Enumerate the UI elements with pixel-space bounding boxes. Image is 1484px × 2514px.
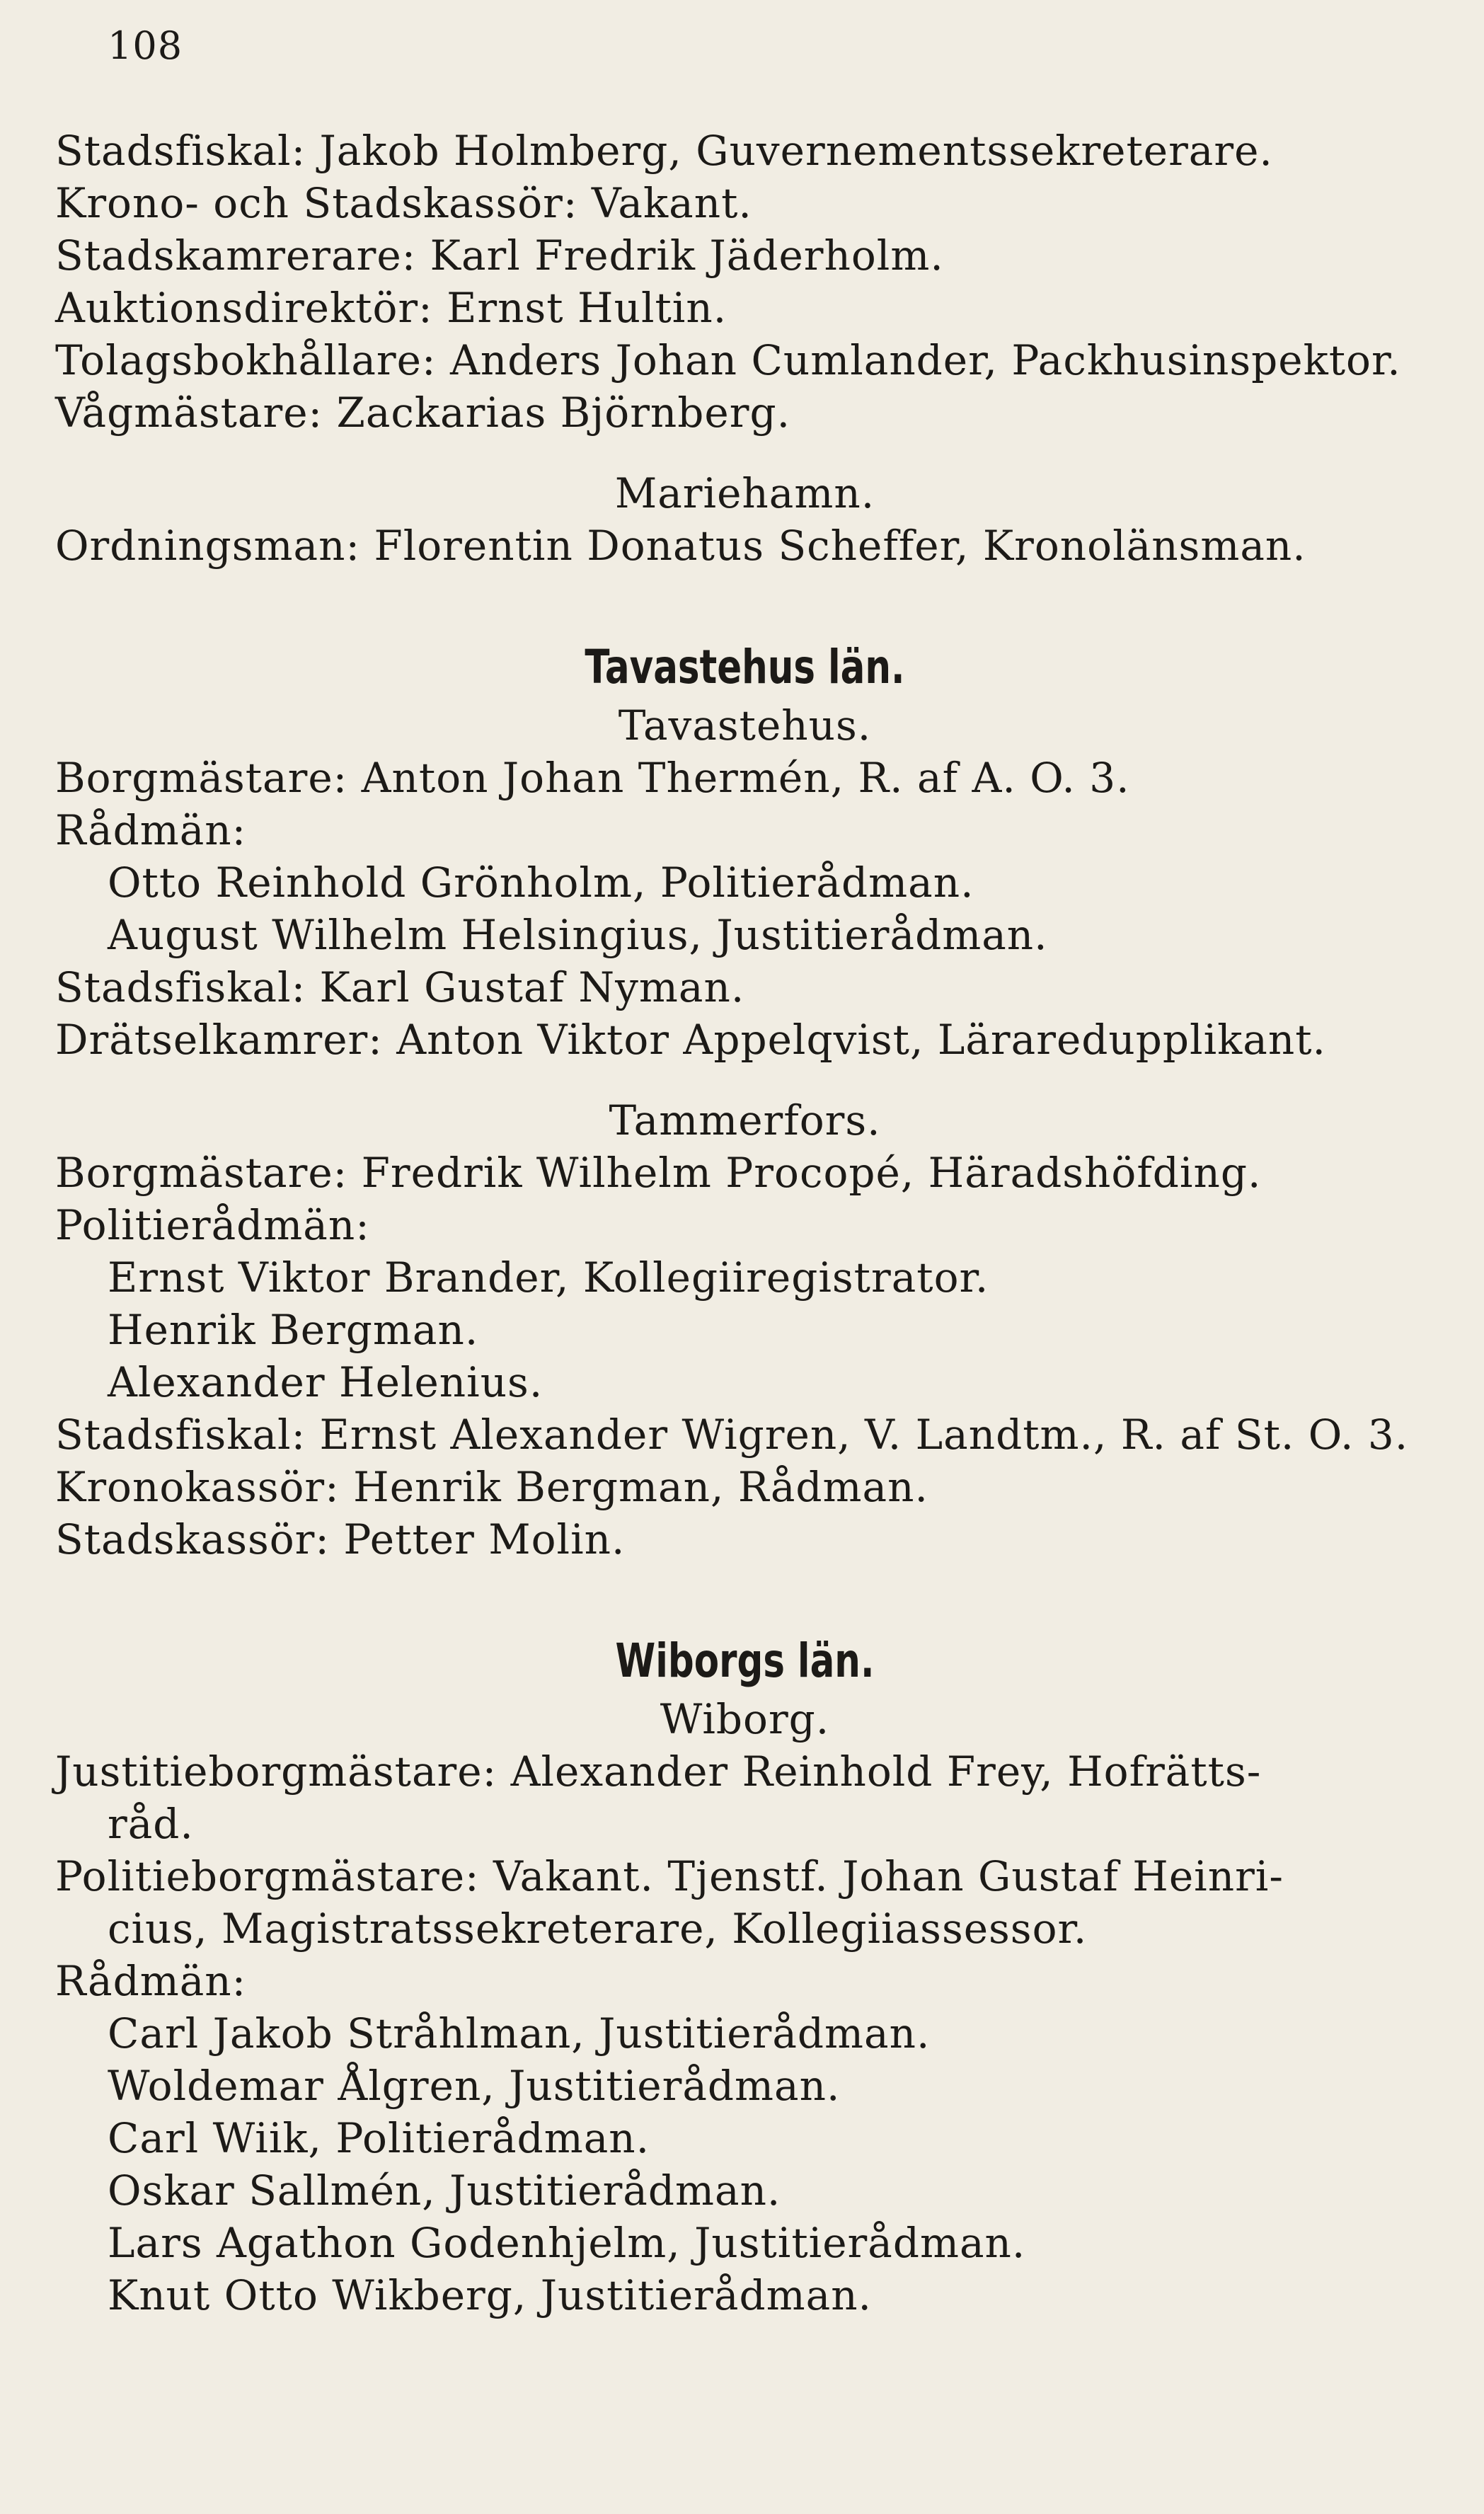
text-line: Tolagsbokhållare: Anders Johan Cumlander, Packhusinspektor. <box>55 336 1401 384</box>
text-line: Ordningsman: Florentin Donatus Scheffer, Kronolänsman. <box>55 522 1306 570</box>
list-item: Knut Otto Wikberg, Justitierådman. <box>108 2271 872 2319</box>
text-line: Borgmästare: Anton Johan Thermén, R. af A. O. 3. <box>55 754 1130 802</box>
first-block <box>55 125 1434 439</box>
text-line: Rådmän: <box>55 806 247 854</box>
text-line-continuation: cius, Magistratssekreterare, Kollegiiassessor. <box>108 1905 1088 1953</box>
list-item: Otto Reinhold Grönholm, Politierådman. <box>108 859 974 907</box>
section-heading-wiborgs-lan: Wiborgs län. <box>615 1634 875 1688</box>
text-line-continuation: råd. <box>108 1800 194 1848</box>
list-item: Ernst Viktor Brander, Kollegiiregistrator. <box>108 1253 989 1302</box>
text-line: Vågmästare: Zackarias Björnberg. <box>55 389 791 437</box>
text-line: Stadsfiskal: Ernst Alexander Wigren, V. Landtm., R. af St. O. 3. <box>55 1411 1409 1459</box>
text-line: Stadskassör: Petter Molin. <box>55 1515 626 1563</box>
text-line: Stadsfiskal: Karl Gustaf Nyman. <box>55 963 745 1011</box>
text-line: Rådmän: <box>55 1957 247 2005</box>
text-line: Politieborgmästare: Vakant. Tjenstf. Johan Gustaf Heinri- <box>55 1852 1284 1900</box>
text-line: Stadskamrerare: Karl Fredrik Jäderholm. <box>55 231 944 280</box>
text-line: Auktionsdirektör: Ernst Hultin. <box>55 284 727 332</box>
list-item: Woldemar Ålgren, Justitierådman. <box>108 2062 841 2110</box>
page-number: 108 <box>108 23 183 68</box>
text-line: Drätselkamrer: Anton Viktor Appelqvist, Läraredupplikant. <box>55 1016 1326 1064</box>
list-item: Henrik Bergman. <box>108 1306 479 1354</box>
list-item: Carl Jakob Stråhlman, Justitierådman. <box>108 2009 931 2057</box>
section-heading-tavastehus-lan: Tavastehus län. <box>585 640 905 694</box>
text-line: Politierådmän: <box>55 1201 370 1249</box>
text-line: Krono- och Stadskassör: Vakant. <box>55 179 752 227</box>
list-item: Alexander Helenius. <box>108 1358 543 1406</box>
place-heading-tavastehus: Tavastehus. <box>618 701 872 750</box>
text-line: Justitieborgmästare: Alexander Reinhold Frey, Hofrätts- <box>55 1747 1262 1796</box>
text-line: Stadsfiskal: Jakob Holmberg, Guvernementssekreterare. <box>55 127 1273 175</box>
list-item: Lars Agathon Godenhjelm, Justitierådman. <box>108 2219 1026 2267</box>
text-line: Kronokassör: Henrik Bergman, Rådman. <box>55 1463 928 1511</box>
list-item: August Wilhelm Helsingius, Justitierådman. <box>108 911 1048 959</box>
place-heading-wiborg: Wiborg. <box>660 1695 830 1743</box>
text-line: Borgmästare: Fredrik Wilhelm Procopé, Häradshöfding. <box>55 1149 1262 1197</box>
list-item: Carl Wiik, Politierådman. <box>108 2114 650 2162</box>
list-item: Oskar Sallmén, Justitierådman. <box>108 2166 781 2215</box>
place-heading-mariehamn: Mariehamn. <box>614 469 875 517</box>
place-heading-tammerfors: Tammerfors. <box>609 1096 881 1144</box>
